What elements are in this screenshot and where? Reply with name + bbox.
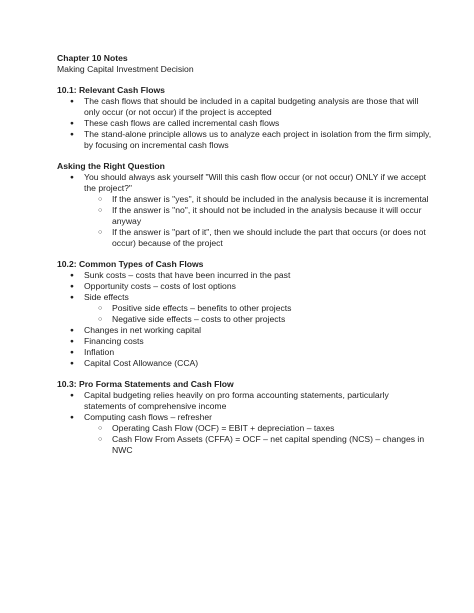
list-item-text: ● These cash flows are called incremental cash flows bbox=[84, 118, 280, 128]
document-subtitle: Making Capital Investment Decision bbox=[57, 64, 194, 74]
list-item-text: ● Opportunity costs – costs of lost options bbox=[84, 281, 236, 291]
list-item bbox=[57, 172, 432, 249]
list-item-text: ● The stand-alone principle allows us to analyze each project in isolation from the firm simply, by focusing on incremental cash flows bbox=[84, 129, 432, 150]
section-heading: Asking the Right Question bbox=[57, 161, 165, 171]
list-item bbox=[57, 412, 432, 456]
list-item-text: ● The cash flows that should be included in a capital budgeting analysis are those that will only occur (or not occur) if the project is accepted bbox=[84, 96, 419, 117]
notes-section bbox=[57, 259, 432, 369]
list-item-text: ● Sunk costs – costs that have been incurred in the past bbox=[84, 270, 291, 280]
bullet-list bbox=[57, 96, 432, 151]
list-item bbox=[57, 270, 432, 281]
sub-list-item-text: ○ If the answer is "yes", it should be included in the analysis because it is incremental bbox=[112, 194, 429, 204]
sub-bullet-list bbox=[84, 423, 432, 456]
list-item bbox=[57, 292, 432, 325]
sub-list-item bbox=[84, 423, 432, 434]
sub-list-item-text: ○ Negative side effects – costs to other projects bbox=[112, 314, 286, 324]
list-item-text: ● Capital budgeting relies heavily on pro forma accounting statements, particularly statements of comprehensive income bbox=[84, 390, 389, 411]
sub-list-item bbox=[84, 434, 432, 456]
document-content bbox=[57, 53, 432, 466]
sub-list-item-text: ○ Cash Flow From Assets (CFFA) = OCF – net capital spending (NCS) – changes in NWC bbox=[112, 434, 425, 455]
section-heading: 10.1: Relevant Cash Flows bbox=[57, 85, 165, 95]
notes-section bbox=[57, 161, 432, 249]
section-heading: 10.3: Pro Forma Statements and Cash Flow bbox=[57, 379, 234, 389]
section-heading: 10.2: Common Types of Cash Flows bbox=[57, 259, 204, 269]
list-item-text: ● Computing cash flows – refresher bbox=[84, 412, 213, 422]
sub-list-item-text: ○ Positive side effects – benefits to other projects bbox=[112, 303, 292, 313]
list-item bbox=[57, 96, 432, 118]
list-item bbox=[57, 118, 432, 129]
sub-list-item-text: ○ If the answer is "no", it should not be included in the analysis because it will occur anyway bbox=[112, 205, 422, 226]
sub-list-item bbox=[84, 314, 432, 325]
notes-sections bbox=[57, 85, 432, 456]
list-item bbox=[57, 336, 432, 347]
sub-list-item bbox=[84, 205, 432, 227]
sub-list-item-text: ○ If the answer is "part of it", then we should include the part that occurs (or does not occur) because of the project bbox=[112, 227, 426, 248]
list-item-text: ● Capital Cost Allowance (CCA) bbox=[84, 358, 199, 368]
sub-bullet-list bbox=[84, 194, 432, 249]
sub-list-item-text: ○ Operating Cash Flow (OCF) = EBIT + depreciation – taxes bbox=[112, 423, 335, 433]
list-item bbox=[57, 390, 432, 412]
list-item bbox=[57, 347, 432, 358]
list-item-text: ● Changes in net working capital bbox=[84, 325, 202, 335]
list-item bbox=[57, 129, 432, 151]
bullet-list bbox=[57, 390, 432, 456]
list-item-text: ● You should always ask yourself "Will this cash flow occur (or not occur) ONLY if we accept the project?" bbox=[84, 172, 427, 193]
list-item-text: ● Side effects bbox=[84, 292, 129, 302]
bullet-list bbox=[57, 270, 432, 369]
document-title: Chapter 10 Notes bbox=[57, 53, 128, 63]
list-item-text: ● Inflation bbox=[84, 347, 115, 357]
list-item-text: ● Financing costs bbox=[84, 336, 144, 346]
list-item bbox=[57, 358, 432, 369]
bullet-list bbox=[57, 172, 432, 249]
sub-list-item bbox=[84, 303, 432, 314]
notes-section bbox=[57, 379, 432, 456]
list-item bbox=[57, 281, 432, 292]
sub-list-item bbox=[84, 194, 432, 205]
sub-bullet-list bbox=[84, 303, 432, 325]
sub-list-item bbox=[84, 227, 432, 249]
notes-section bbox=[57, 85, 432, 151]
list-item bbox=[57, 325, 432, 336]
